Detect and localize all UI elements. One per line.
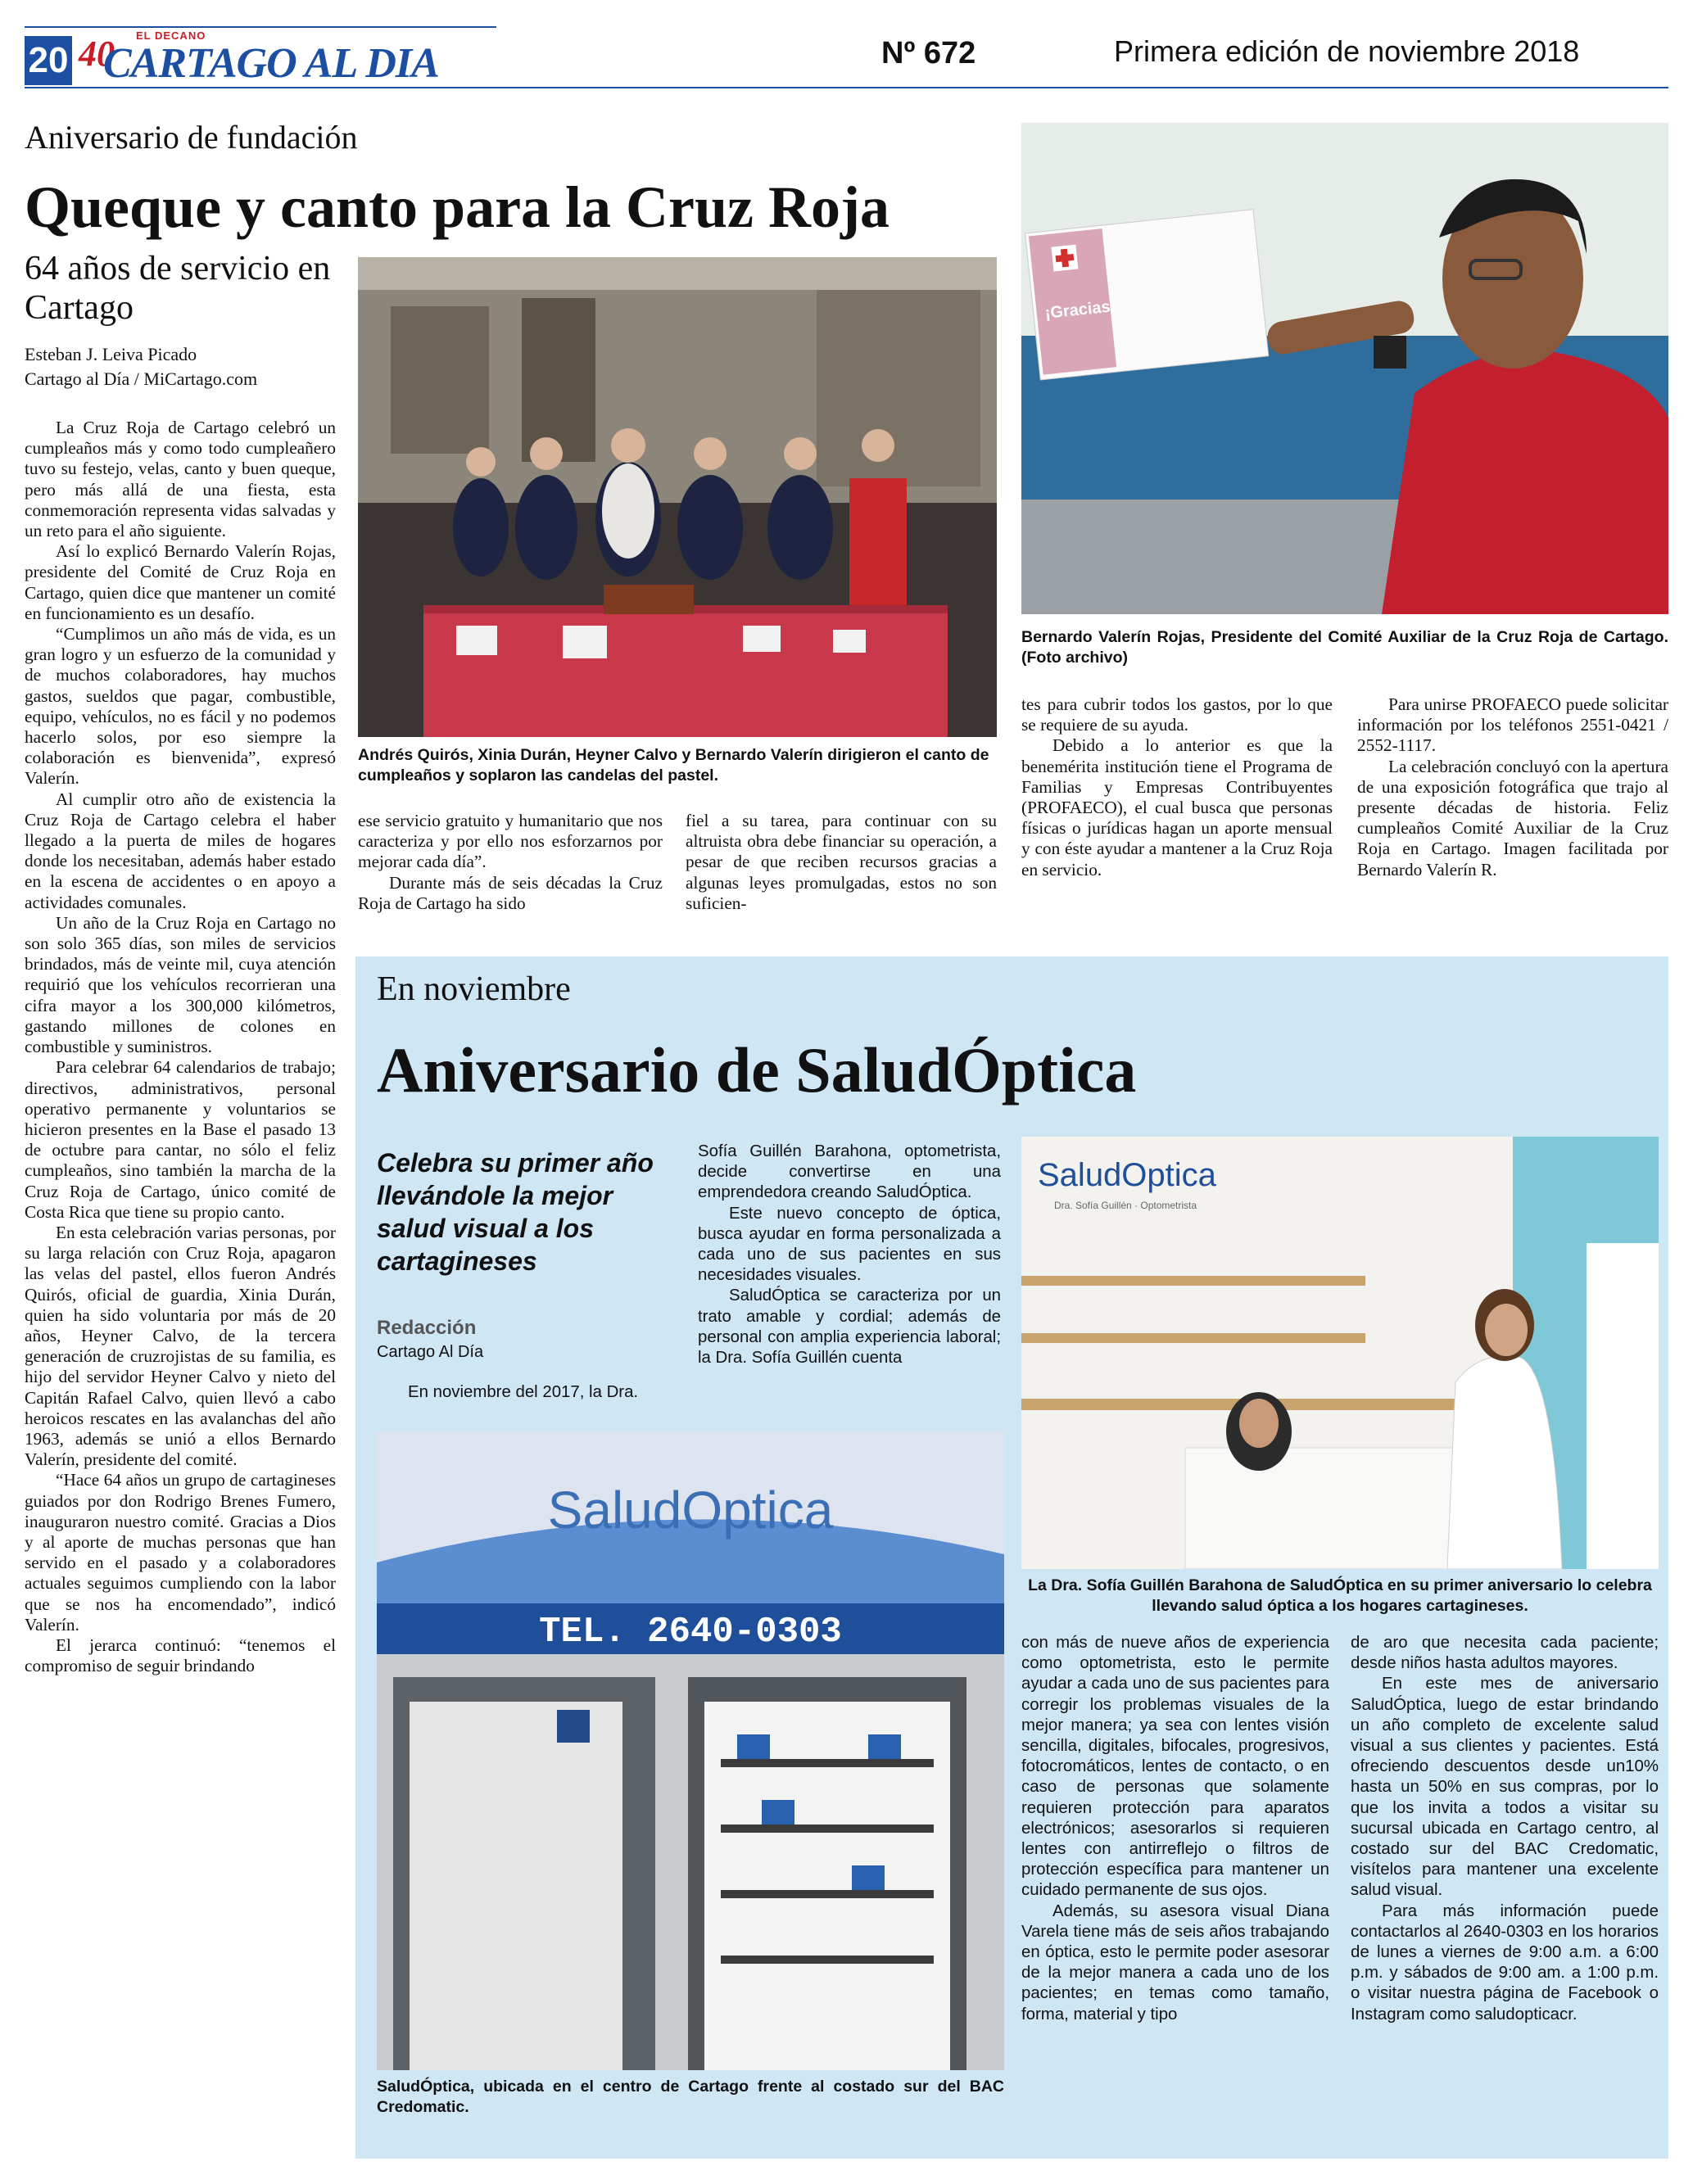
office-logo-subtext: Dra. Sofía Guillén · Optometrista [1054, 1200, 1197, 1211]
article1-column-2 [358, 811, 663, 914]
article2-deck: Celebra su primer año llevándole la mejor salud visual a los cartagineses [377, 1148, 654, 1276]
article1-headline: Queque y canto para la Cruz Roja [25, 174, 890, 240]
paragraph: ese servicio gratuito y humanitario que nos caracteriza y por ello nos esforzarnos por mejorar cada día”. [358, 811, 663, 872]
paragraph: Debido a lo anterior es que la benemérita institución tiene el Programa de Familias y Empresas Contribuyentes (PROFAECO), el cual busca que personas físicas o jurídicas hagan un aporte mensual y con éste ayudar a mantener a la Cruz Roja en servicio. [1021, 735, 1333, 879]
article1-byline [25, 342, 352, 391]
paragraph: En esta celebración varias personas, por su larga relación con Cruz Roja, apagaron las velas del pastel, ellos fueron Andrés Quirós, oficial de guardia, Xinia Durán, quien ha sido voluntaria por más de 20 años, Heyner Calvo, de la tercera generación de cruzrojistas de su familia, es hijo del servidor Heyner Calvo y nieto del Capitán Rafael Calvo, quien llevó a cabo heroicos rescates en las avalanchas del año 1963, además se unió a ellos Bernardo Valerín, presidente del comité. [25, 1222, 336, 1470]
issue-number: Nº 672 [881, 36, 976, 70]
article1-column-4 [1021, 694, 1333, 880]
article1-kicker: Aniversario de fundación [25, 119, 358, 156]
paragraph: La celebración concluyó con la apertura de una exposición fotográfica que trajo al presente décadas de historia. Feliz cumpleaños Comité Auxiliar de la Cruz Roja en Cartago. Imagen facilitada por Bernardo Valerín R. [1357, 756, 1668, 879]
paragraph: fiel a su tarea, para continuar con su altruista obra debe financiar su operación, a pesar de que reciben recursos gracias a algunas leyes promulgadas, estos no son suficien- [686, 811, 997, 913]
article2-column-3 [1021, 1633, 1329, 2025]
paragraph: tes para cubrir todos los gastos, por lo que se requiere de su ayuda. [1021, 694, 1333, 735]
author: Esteban J. Leiva Picado [25, 344, 197, 364]
article2-column-2 [698, 1142, 1001, 1368]
paragraph: Para unirse PROFAECO puede solicitar información por los teléfonos 2551-0421 / 2552-1117. [1357, 694, 1668, 756]
paragraph: Al cumplir otro año de existencia la Cruz Roja de Cartago celebra el haber llegado a la puerta de miles de hogares donde los necesitaban, además haber estado en la escena de accidentes o en apoyo a actividades comunales. [25, 789, 336, 912]
paragraph: El jerarca continuó: “tenemos el compromiso de seguir brindando [25, 1635, 336, 1676]
office-photo-caption: La Dra. Sofía Guillén Barahona de SaludÓptica en su primer aniversario lo celebra llevando salud óptica a los hogares cartagineses. [1028, 1576, 1652, 1615]
birthday-photo-illustration [358, 257, 997, 737]
store-sign-text: SaludOptica [547, 1481, 834, 1540]
president-photo [1021, 123, 1668, 614]
sign-thanks-text: ¡Gracias! [1043, 296, 1117, 323]
paragraph: SaludÓptica se caracteriza por un trato amable y cordial; además de personal con amplia experiencia laboral; la Dra. Sofía Guillén cuenta [698, 1286, 1001, 1368]
paragraph: Este nuevo concepto de óptica, busca ayudar en forma personalizada a cada uno de sus pacientes en sus necesidades visuales. [698, 1204, 1001, 1285]
masthead-rule [25, 26, 496, 28]
store-phone-text: TEL. 2640-0303 [539, 1612, 842, 1653]
paragraph: “Cumplimos un año más de vida, es un gran logro y un esfuerzo de la comunidad y de muchos colaboradores, hay muchos gastos, sueldos que pagar, combustible, equipo, vehículos, no es fácil y no podemos hacerlo solos, por eso siempre la colaboración es bienvenida”, expresó Valerín. [25, 624, 336, 789]
masthead-title: CARTAGO AL DIA [103, 40, 439, 87]
office-logo-text: SaludOptica [1038, 1157, 1216, 1193]
page-number: 20 [25, 36, 72, 85]
paragraph: Un año de la Cruz Roja en Cartago no son solo 365 días, son miles de servicios brindados, más de veinte mil, cuya atención requirió que los vehículos recorrieran una cifra mayor a los 300,000 kilómetros, gastando millones de colones en combustible y suministros. [25, 912, 336, 1057]
article2-headline: Aniversario de SaludÓptica [377, 1034, 1137, 1106]
article2-kicker: En noviembre [377, 970, 571, 1008]
paragraph: La Cruz Roja de Cartago celebró un cumpleaños más y como todo cumpleañero tuvo su festejo, velas, canto y buen queque, pero más allá de una fiesta, esta conmemoración representa vidas salvadas y un reto para el año siguiente. [25, 418, 336, 541]
paragraph: Así lo explicó Bernardo Valerín Rojas, presidente del Comité de Cruz Roja en Cartago, quien dice que mantener un comité en funcionamiento es un desafío. [25, 541, 336, 623]
article1-subhead: 64 años de servicio en Cartago [25, 250, 331, 327]
store-photo-caption: SaludÓptica, ubicada en el centro de Cartago frente al costado sur del BAC Credomatic. [377, 2078, 1004, 2116]
paragraph: En este mes de aniversario SaludÓptica, luego de estar brindando un año completo de excelente salud visual a sus clientes y pacientes. Está ofreciendo descuentos desde un10% hasta un 50% en sus compras, por lo que los invita a todos a visitar su sucursal ubicada en Cartago centro, al costado sur del BAC Credomatic, visítelos para mantener una excelente salud visual. [1351, 1675, 1659, 1900]
office-photo-illustration [1021, 1137, 1659, 1569]
president-photo-illustration [1021, 123, 1668, 614]
paragraph: Para más información puede contactarlos al 2640-0303 en los horarios de lunes a viernes de 9:00 a.m. a 6:00 p.m. y sábados de 9:00 am. a 1:00 p.m. o visitar nuestra página de Facebook o Instagram como saludopticacr. [1351, 1901, 1659, 2023]
masthead-badge: 40 [79, 34, 115, 74]
article2-author: Redacción [377, 1317, 477, 1339]
article2-column-4 [1351, 1633, 1659, 2025]
birthday-photo-caption: Andrés Quirós, Xinia Durán, Heyner Calvo y Bernardo Valerín dirigieron el canto de cumpleaños y soplaron las candelas del pastel. [358, 746, 989, 785]
birthday-photo [358, 257, 997, 737]
header-rule [25, 87, 1668, 88]
paragraph: con más de nueve años de experiencia como optometrista, esto le permite ayudar a cada uno de sus pacientes para corregir los problemas visuales de la mejor manera; ya sea con lentes visión sencilla, digitales, bifocales, progresivos, fotocromáticos, lentes de contacto, o en caso de personas que solamente requieren protección para aparatos electrónicos; asesorarlos si requieren lentes con antirreflejo o filtros de protección específica para mantener un cuidado permanente de sus ojos. [1021, 1634, 1329, 1900]
edition-date: Primera edición de noviembre 2018 [1114, 34, 1580, 68]
paragraph: Durante más de seis décadas la Cruz Roja de Cartago ha sido [358, 872, 663, 913]
article1-column-5 [1357, 694, 1668, 880]
masthead-logo [79, 29, 439, 92]
paragraph: Para celebrar 64 calendarios de trabajo; directivos, administrativos, personal operativo permanente y voluntarios se hicieron presentes en la Base el pasado 13 de octubre para cantar, no sólo el feliz cumpleaños, sino también la marcha de la Cruz Roja de Cartago, único comité de Costa Rica que tiene su propio canto. [25, 1057, 336, 1222]
article2-source: Cartago Al Día [377, 1343, 484, 1361]
paragraph: de aro que necesita cada paciente; desde niños hasta adultos mayores. [1351, 1634, 1659, 1673]
president-photo-caption: Bernardo Valerín Rojas, Presidente del Comité Auxiliar de la Cruz Roja de Cartago. (Foto archivo) [1021, 628, 1668, 667]
masthead-small: EL DECANO [136, 29, 206, 42]
article1-column-1 [25, 418, 336, 2154]
store-photo [377, 1431, 1004, 2070]
store-photo-illustration [377, 1431, 1004, 2070]
paragraph: Además, su asesora visual Diana Varela tiene más de seis años trabajando en óptica, esto le permite poder asesorar de la mejor manera a cada uno de los pacientes; en temas como tamaño, forma, material y tipo [1021, 1901, 1329, 2023]
paragraph: En noviembre del 2017, la Dra. [408, 1383, 639, 1401]
byline-source: Cartago al Día / MiCartago.com [25, 369, 258, 389]
paragraph: “Hace 64 años un grupo de cartagineses guiados por don Rodrigo Brenes Fumero, inauguraron nuestro comité. Gracias a Dios y al aporte de muchas personas que han servido en el pasado y a colaboradores actuales seguimos cumpliendo con la labor que se nos ha encomendado”, indicó Valerín. [25, 1470, 336, 1635]
office-photo [1021, 1137, 1659, 1569]
paragraph: Sofía Guillén Barahona, optometrista, decide convertirse en una emprendedora creando SaludÓptica. [698, 1142, 1001, 1202]
article2-lead [377, 1382, 680, 1403]
article1-column-3 [686, 811, 997, 914]
